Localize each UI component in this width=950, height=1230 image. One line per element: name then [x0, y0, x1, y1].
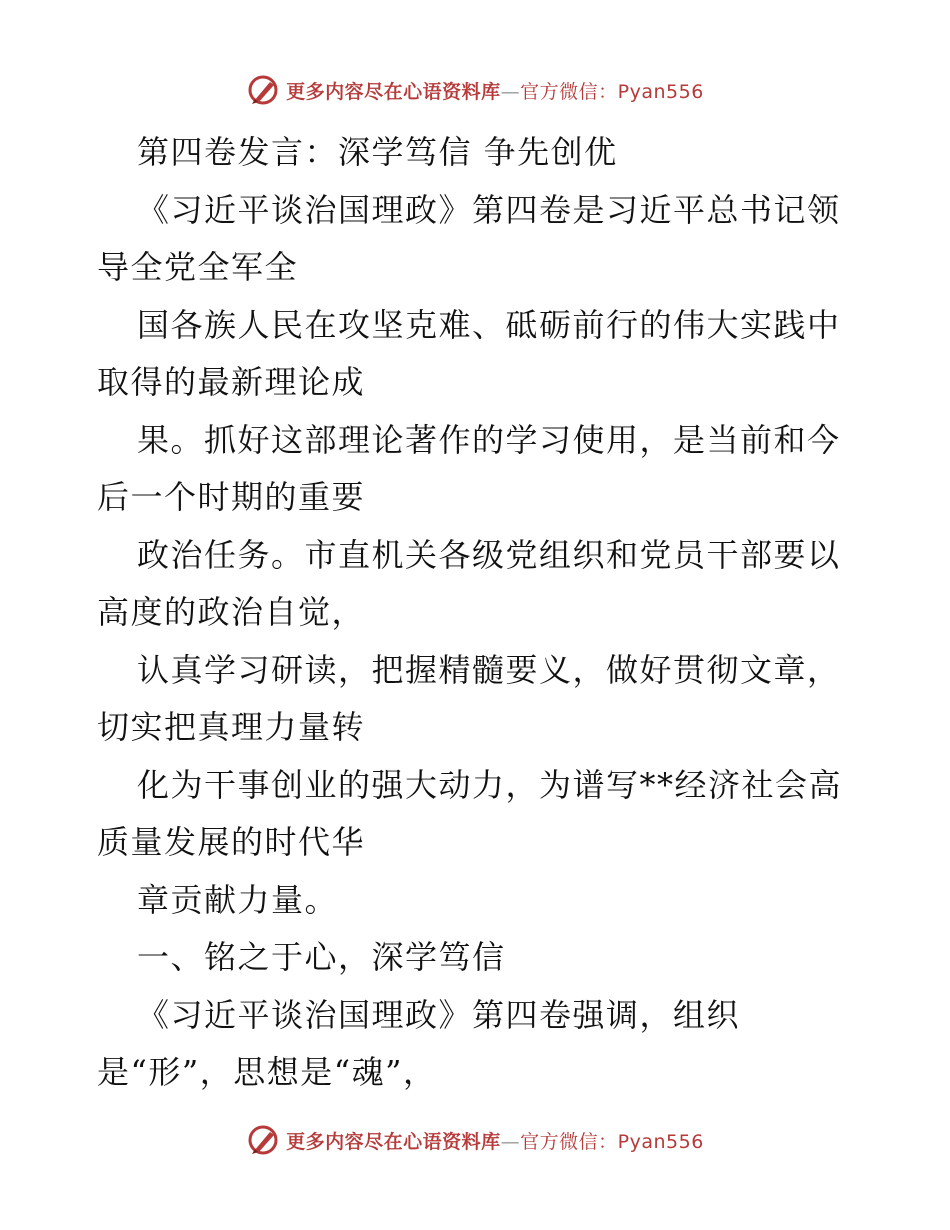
document-title: 第四卷发言：深学笃信 争先创优	[137, 133, 618, 171]
pen-seal-icon	[246, 1123, 280, 1157]
watermark-separator: —	[500, 80, 521, 103]
paragraph-line: 质量发展的时代华	[97, 823, 366, 861]
paragraph-line: 取得的最新理论成	[97, 363, 366, 401]
header-watermark	[0, 70, 950, 110]
paragraph-line: 果。抓好这部理论著作的学习使用，是当前和今	[137, 420, 841, 459]
watermark-text	[286, 1127, 704, 1154]
paragraph-line: 国各族人民在攻坚克难、砥砺前行的伟大实践中	[137, 305, 841, 344]
watermark-text	[286, 77, 704, 104]
paragraph-line: 是“形”，思想是“魂”，	[97, 1053, 437, 1091]
paragraph-line: 导全党全军全	[97, 248, 299, 286]
paragraph-line: 《习近平谈治国理政》第四卷强调，组织	[137, 995, 741, 1034]
paragraph-line: 章贡献力量。	[137, 880, 339, 919]
section-heading: 一、铭之于心，深学笃信	[137, 938, 506, 976]
paragraph-line: 认真学习研读，把握精髓要义，做好贯彻文章，	[137, 650, 841, 689]
watermark-separator: —	[500, 1130, 521, 1153]
paragraph-line: 高度的政治自觉，	[97, 593, 366, 631]
watermark-suffix: 官方微信：Pyan556	[520, 80, 704, 103]
pen-seal-icon	[246, 73, 280, 107]
watermark-suffix: 官方微信：Pyan556	[520, 1130, 704, 1153]
paragraph-line: 后一个时期的重要	[97, 478, 366, 516]
paragraph-line: 化为干事创业的强大动力，为谱写**经济社会高	[137, 765, 843, 804]
paragraph-line: 《习近平谈治国理政》第四卷是习近平总书记领	[137, 190, 841, 229]
document-body	[97, 124, 857, 1102]
paragraph-line: 政治任务。市直机关各级党组织和党员干部要以	[137, 535, 841, 574]
watermark-title: 更多内容尽在心语资料库	[286, 80, 501, 103]
paragraph-line: 切实把真理力量转	[97, 708, 366, 746]
watermark-title: 更多内容尽在心语资料库	[286, 1130, 501, 1153]
footer-watermark	[0, 1120, 950, 1160]
